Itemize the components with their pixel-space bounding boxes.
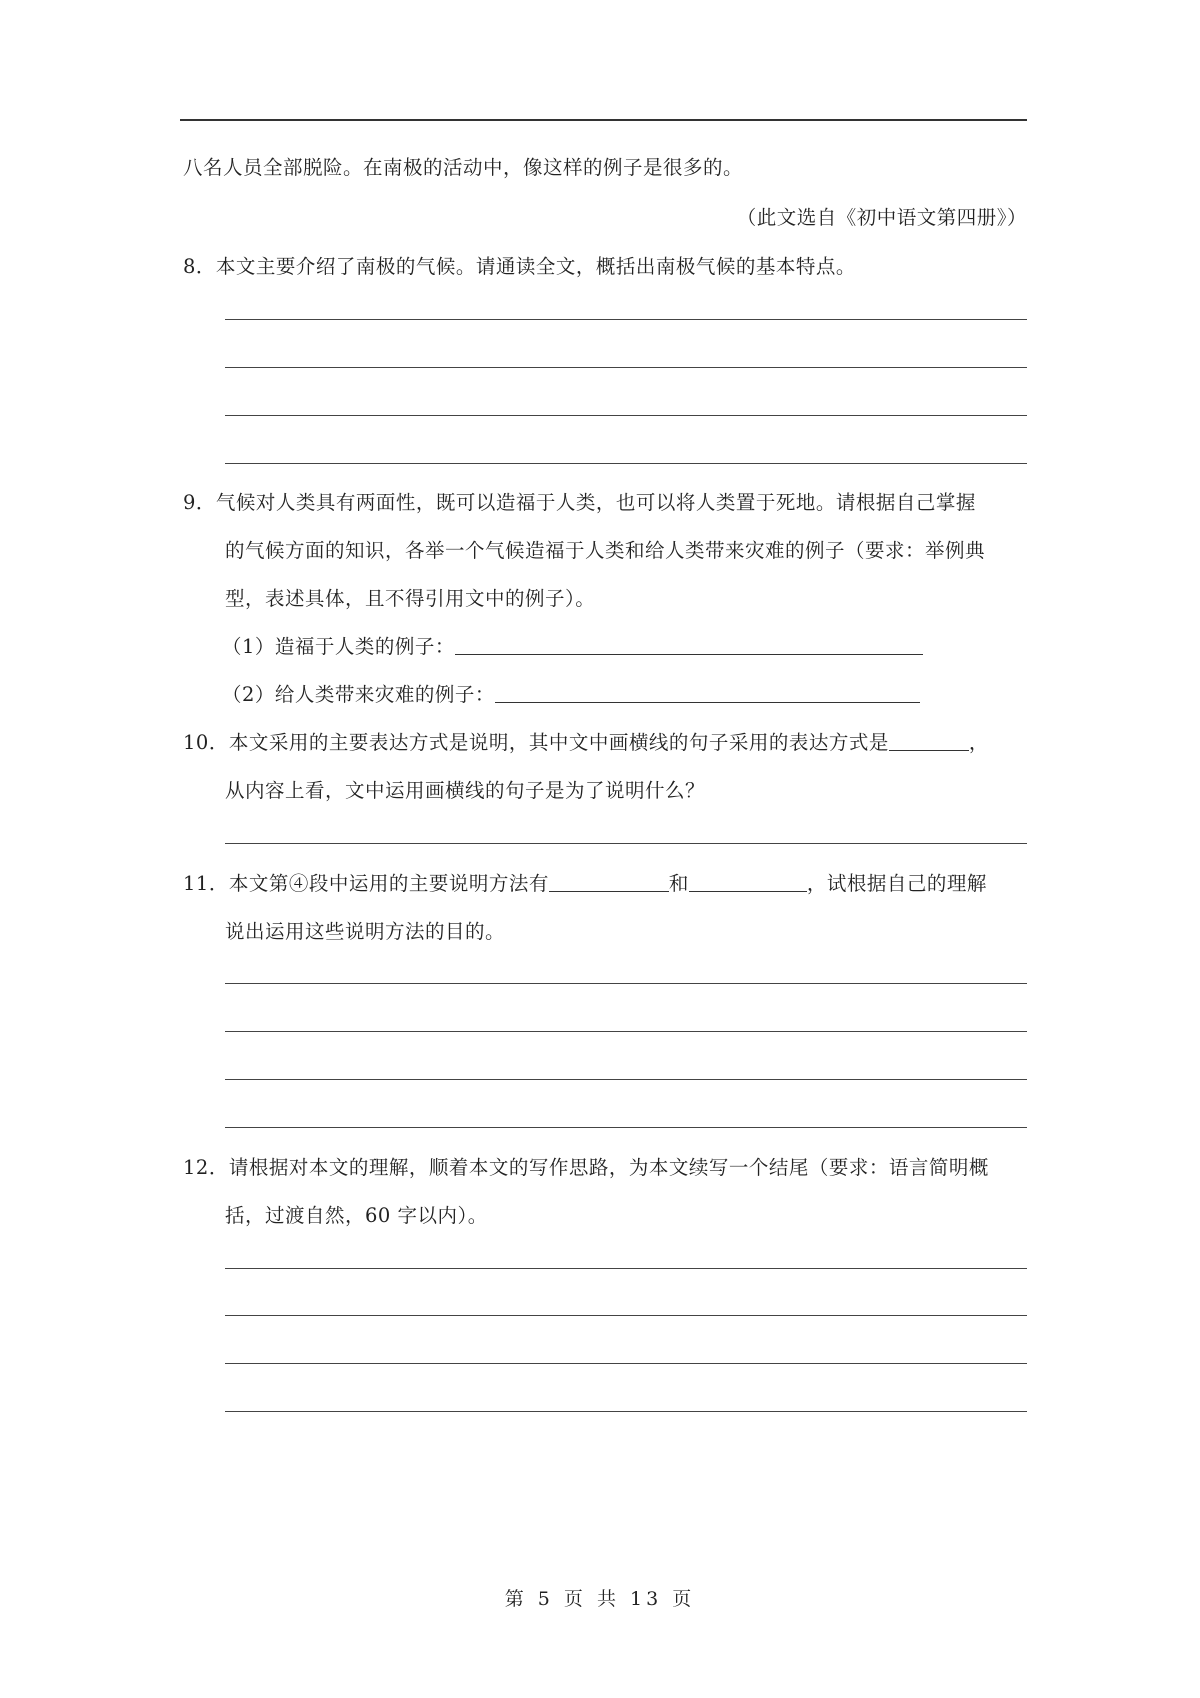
question-10-line-1 bbox=[183, 729, 989, 757]
question-9-sub-1 bbox=[222, 633, 923, 661]
q11-line1-text-a: 11．本文第④段中运用的主要说明方法有 bbox=[183, 872, 549, 895]
q10-line1-comma: ， bbox=[968, 731, 989, 754]
question-9-sub-2 bbox=[222, 681, 920, 709]
q11-blank-1[interactable] bbox=[549, 873, 669, 892]
question-12-line-2: 括，过渡自然，60 字以内）。 bbox=[225, 1204, 488, 1227]
question-9-line-1: 9．气候对人类具有两面性，既可以造福于人类，也可以将人类置于死地。请根据自己掌握 bbox=[183, 491, 976, 514]
header-rule bbox=[180, 119, 1027, 121]
q11-answer-line-2[interactable] bbox=[225, 1031, 1027, 1032]
question-11-line-2: 说出运用这些说明方法的目的。 bbox=[225, 920, 506, 943]
question-12-line-1: 12．请根据对本文的理解，顺着本文的写作思路，为本文续写一个结尾（要求：语言简明概 bbox=[183, 1156, 989, 1179]
q12-answer-line-4[interactable] bbox=[225, 1411, 1027, 1412]
q11-answer-line-4[interactable] bbox=[225, 1127, 1027, 1128]
q8-answer-line-2[interactable] bbox=[225, 367, 1027, 368]
q10-blank[interactable] bbox=[889, 732, 969, 751]
q10-line1-text: 10．本文采用的主要表达方式是说明，其中文中画横线的句子采用的表达方式是 bbox=[183, 731, 889, 754]
passage-ending-line: 八名人员全部脱险。在南极的活动中，像这样的例子是很多的。 bbox=[183, 156, 744, 179]
q11-line1-text-b: 和 bbox=[668, 872, 689, 895]
q11-line1-text-c: ，试根据自己的理解 bbox=[806, 872, 987, 895]
q8-answer-line-3[interactable] bbox=[225, 415, 1027, 416]
q11-answer-line-1[interactable] bbox=[225, 983, 1027, 984]
q9-sub2-label: （2）给人类带来灾难的例子： bbox=[222, 683, 495, 706]
q11-answer-line-3[interactable] bbox=[225, 1079, 1027, 1080]
page-number: 第 5 页 共 13 页 bbox=[504, 1588, 696, 1610]
question-9-line-2: 的气候方面的知识，各举一个气候造福于人类和给人类带来灾难的例子（要求：举例典 bbox=[225, 539, 986, 562]
q9-sub2-blank[interactable] bbox=[495, 684, 920, 703]
q8-answer-line-4[interactable] bbox=[225, 463, 1027, 464]
question-10-line-2: 从内容上看，文中运用画横线的句子是为了说明什么？ bbox=[225, 779, 706, 802]
passage-source: （此文选自《初中语文第四册》） bbox=[736, 206, 1027, 229]
q9-sub1-label: （1）造福于人类的例子： bbox=[222, 635, 455, 658]
q9-sub1-blank[interactable] bbox=[455, 636, 923, 655]
q12-answer-line-3[interactable] bbox=[225, 1363, 1027, 1364]
q12-answer-line-1[interactable] bbox=[225, 1268, 1027, 1269]
question-8-text: 8．本文主要介绍了南极的气候。请通读全文，概括出南极气候的基本特点。 bbox=[183, 255, 856, 278]
question-9-line-3: 型，表述具体，且不得引用文中的例子）。 bbox=[225, 587, 596, 610]
q11-blank-2[interactable] bbox=[689, 873, 807, 892]
question-11-line-1 bbox=[183, 870, 987, 898]
q12-answer-line-2[interactable] bbox=[225, 1315, 1027, 1316]
q10-answer-line[interactable] bbox=[225, 843, 1027, 844]
q8-answer-line-1[interactable] bbox=[225, 319, 1027, 320]
